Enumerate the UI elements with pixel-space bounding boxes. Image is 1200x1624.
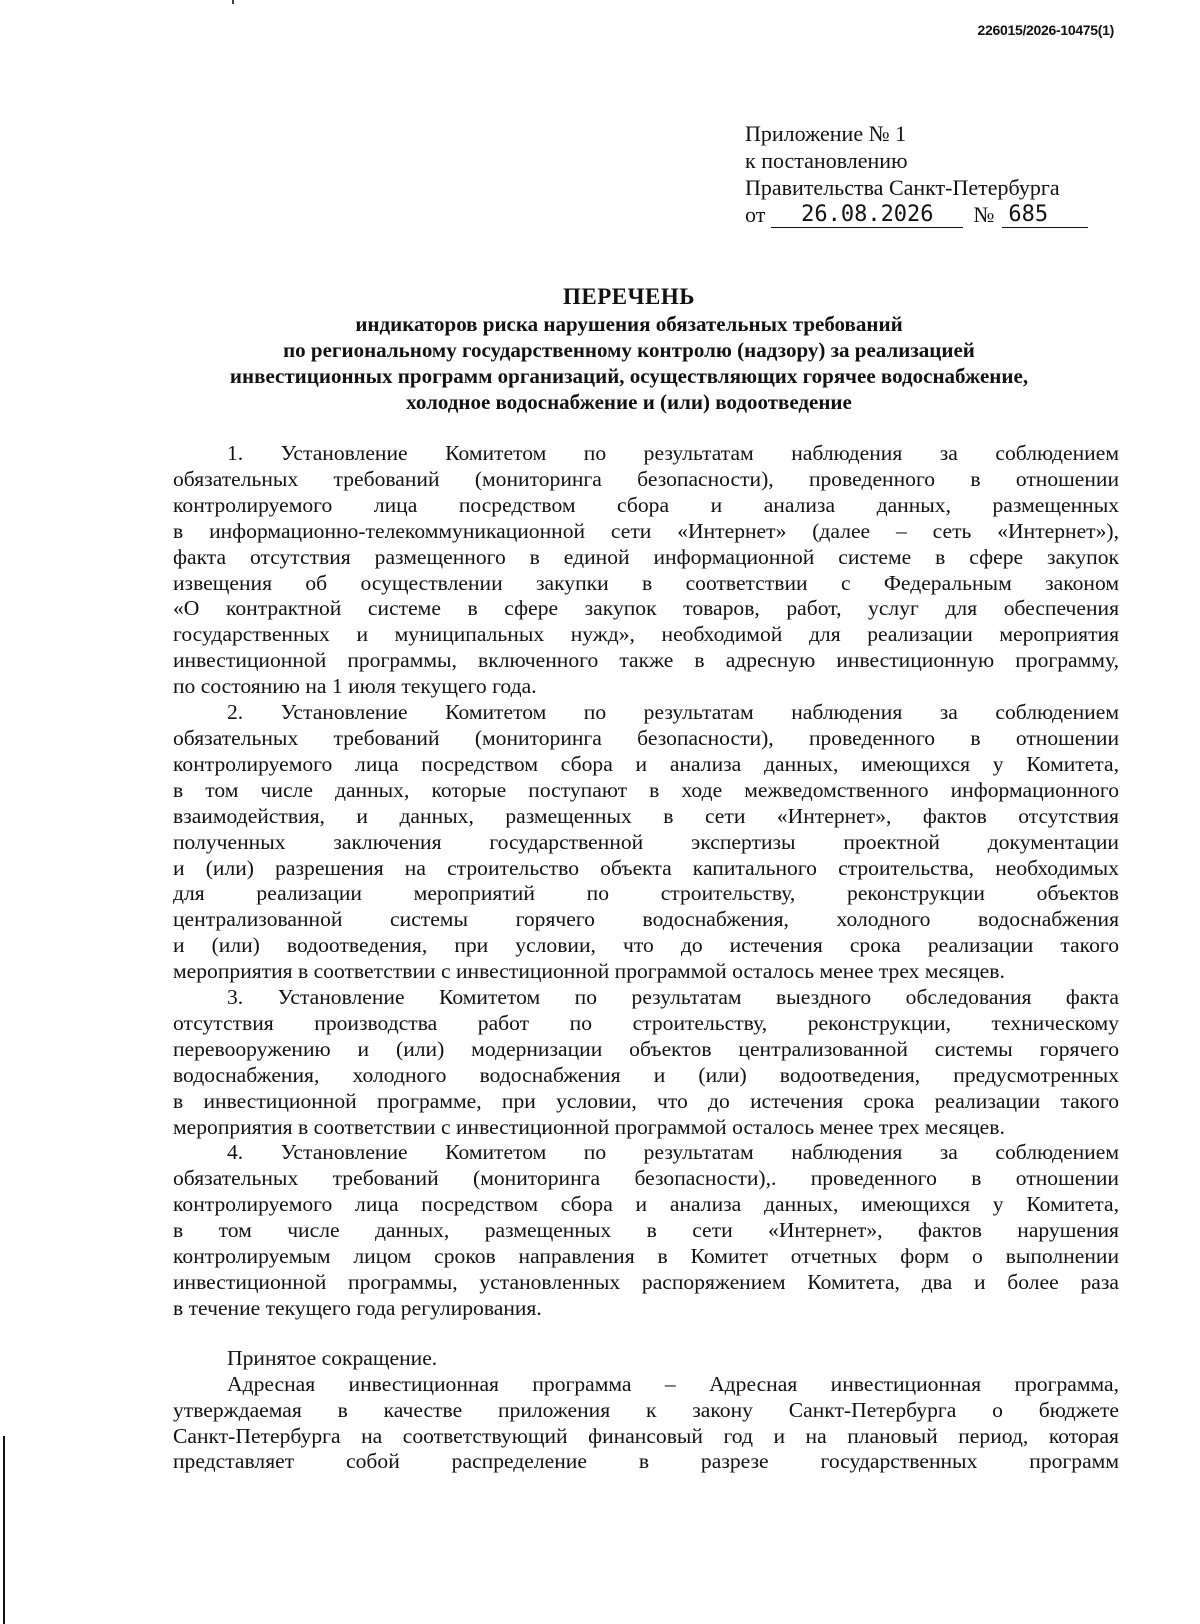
paragraph-line: контролируемого лица посредством сбора и анализа данных, размещенных bbox=[173, 492, 1119, 517]
document-subtitle-line-1: индикаторов риска нарушения обязательных требований bbox=[355, 312, 903, 336]
paragraph-line: контролируемого лица посредством сбора и анализа данных, имеющихся у Комитета, bbox=[173, 1192, 1119, 1217]
risk-indicator-paragraph-3 bbox=[173, 985, 1119, 1140]
paragraph-line: по состоянию на 1 июля текущего года. bbox=[173, 674, 537, 699]
paragraph-line: Санкт-Петербурга на соответствующий финансовый год и на плановый период, которая bbox=[173, 1423, 1119, 1448]
appendix-resolution-ref: к постановлению bbox=[745, 148, 908, 173]
paragraph-line: и (или) водоотведения, при условии, что до истечения срока реализации такого bbox=[173, 933, 1119, 958]
document-subtitle-line-4: холодное водоснабжение и (или) водоотведение bbox=[406, 390, 852, 414]
paragraph-line: «О контрактной системе в сфере закупок товаров, работ, услуг для обеспечения bbox=[173, 596, 1119, 621]
scan-mark-left bbox=[3, 1436, 5, 1624]
number-prefix: № bbox=[973, 202, 995, 227]
paragraph-line: обязательных требований (мониторинга безопасности), проведенного в отношении bbox=[173, 725, 1119, 750]
paragraph-line: Адресная инвестиционная программа – Адресная инвестиционная программа, bbox=[227, 1371, 1119, 1396]
document-body bbox=[173, 441, 1119, 1475]
paragraph-line: мероприятия в соответствии с инвестиционной программой осталось менее трех месяцев. bbox=[173, 959, 1005, 984]
appendix-government-ref: Правительства Санкт-Петербурга bbox=[745, 175, 1060, 200]
paragraph-line: инвестиционной программы, установленных распоряжением Комитета, два и более раза bbox=[173, 1270, 1119, 1294]
document-title-block bbox=[170, 284, 1088, 415]
paragraph-line: 2. Установление Комитетом по результатам наблюдения за соблюдением bbox=[227, 700, 1119, 725]
paragraph-line: контролируемым лицом сроков направления в Комитет отчетных форм о выполнении bbox=[173, 1244, 1119, 1269]
document-subtitle-line-2: по региональному государственному контролю (надзору) за реализацией bbox=[283, 338, 975, 362]
approval-number: 685 bbox=[1002, 203, 1088, 228]
paragraph-line: взаимодействия, и данных, размещенных в сети «Интернет», фактов отсутствия bbox=[173, 803, 1119, 828]
paragraph-line: водоснабжения, холодного водоснабжения и (или) водоотведения, предусмотренных bbox=[173, 1062, 1119, 1087]
paragraph-line: в течение текущего года регулирования. bbox=[173, 1295, 542, 1320]
paragraph-line: обязательных требований (мониторинга безопасности), проведенного в отношении bbox=[173, 466, 1119, 491]
paragraph-line: утверждаемая в качестве приложения к закону Санкт-Петербурга о бюджете bbox=[173, 1397, 1119, 1422]
approval-date-number-line bbox=[745, 201, 1088, 228]
paragraph-line: 1. Установление Комитетом по результатам наблюдения за соблюдением bbox=[227, 441, 1119, 465]
paragraph-line: государственных и муниципальных нужд», необходимой для реализации мероприятия bbox=[173, 622, 1119, 647]
abbreviations-definition bbox=[173, 1372, 1119, 1476]
paragraph-line: мероприятия в соответствии с инвестиционной программой осталось менее трех месяцев. bbox=[173, 1114, 1005, 1139]
paragraph-line: в информационно-телекоммуникационной сети «Интернет» (далее – сеть «Интернет»), bbox=[173, 518, 1119, 543]
paragraph-line: 4. Установление Комитетом по результатам наблюдения за соблюдением bbox=[227, 1140, 1119, 1165]
paragraph-line: факта отсутствия размещенного в единой информационной системе в сфере закупок bbox=[173, 544, 1119, 569]
paragraph-line: обязательных требований (мониторинга безопасности),. проведенного в отношении bbox=[173, 1166, 1119, 1191]
approval-date: 26.08.2026 bbox=[771, 203, 963, 228]
paragraph-line: для реализации мероприятий по строительству, реконструкции объектов bbox=[173, 881, 1119, 906]
risk-indicator-paragraph-2 bbox=[173, 700, 1119, 985]
document-registration-number: 226015/2026-10475(1) bbox=[977, 22, 1114, 38]
document-title: ПЕРЕЧЕНЬ bbox=[563, 284, 695, 309]
paragraph-line: в том числе данных, которые поступают в ходе межведомственного информационного bbox=[173, 777, 1119, 802]
paragraph-line: перевооружению и (или) модернизации объектов централизованной системы горячего bbox=[173, 1036, 1119, 1061]
abbreviations-heading: Принятое сокращение. bbox=[227, 1345, 438, 1370]
approval-block bbox=[745, 120, 1088, 228]
paragraph-line: полученных заключения государственной экспертизы проектной документации bbox=[173, 829, 1119, 854]
paragraph-line: контролируемого лица посредством сбора и анализа данных, имеющихся у Комитета, bbox=[173, 751, 1119, 776]
paragraph-line: инвестиционной программы, включенного также в адресную инвестиционную программу, bbox=[173, 648, 1119, 673]
appendix-label: Приложение № 1 bbox=[745, 121, 907, 146]
paragraph-line: централизованной системы горячего водоснабжения, холодного водоснабжения bbox=[173, 907, 1119, 932]
paragraph-line: отсутствия производства работ по строительству, реконструкции, техническому bbox=[173, 1010, 1119, 1035]
paragraph-line: извещения об осуществлении закупки в соответствии с Федеральным законом bbox=[173, 570, 1119, 595]
scan-mark-top bbox=[232, 0, 234, 4]
paragraph-line: 3. Установление Комитетом по результатам выездного обследования факта bbox=[227, 985, 1119, 1010]
paragraph-line: в инвестиционной программе, при условии, что до истечения срока реализации такого bbox=[173, 1088, 1119, 1113]
risk-indicator-paragraph-1 bbox=[173, 441, 1119, 700]
risk-indicator-paragraph-4 bbox=[173, 1140, 1119, 1321]
paragraph-line: и (или) разрешения на строительство объекта капитального строительства, необходимых bbox=[173, 855, 1119, 880]
paragraph-line: представляет собой распределение в разрезе государственных программ bbox=[173, 1449, 1119, 1474]
date-prefix: от bbox=[745, 202, 766, 227]
paragraph-line: в том числе данных, размещенных в сети «Интернет», фактов нарушения bbox=[173, 1218, 1119, 1243]
document-subtitle-line-3: инвестиционных программ организаций, осуществляющих горячее водоснабжение, bbox=[229, 364, 1029, 388]
